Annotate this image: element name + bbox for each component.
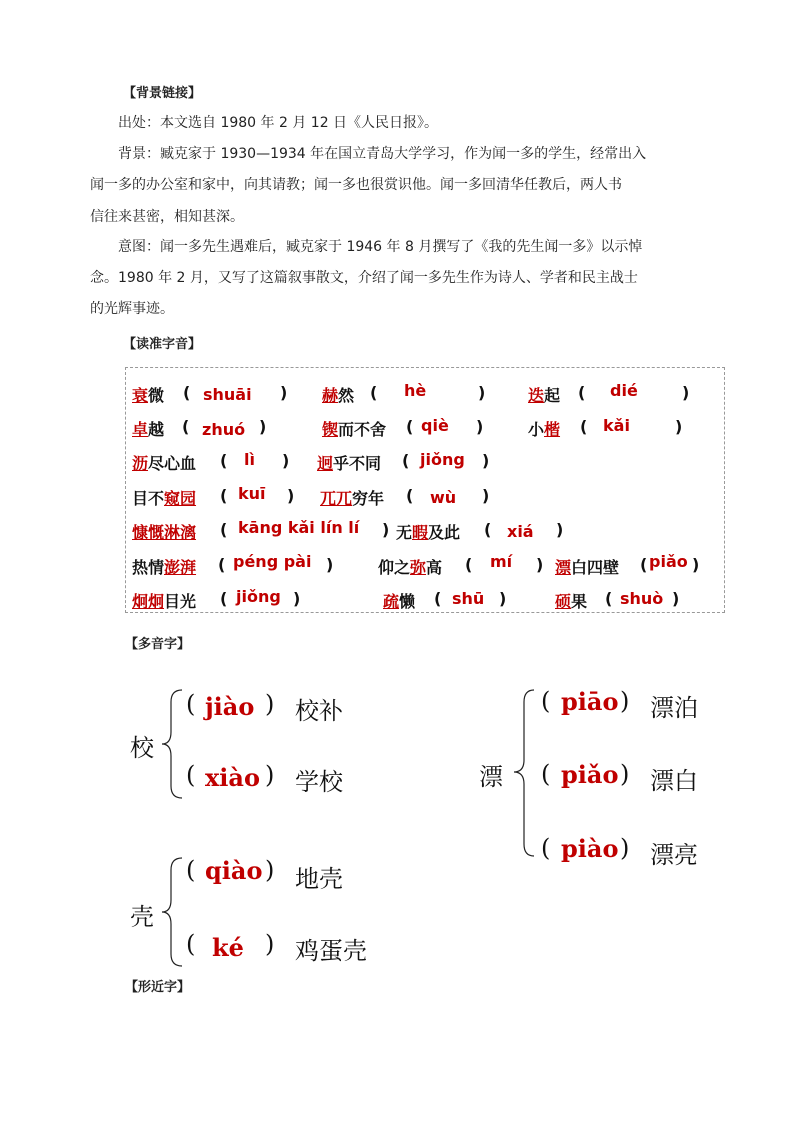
vocab-item: 迭起 — [528, 386, 561, 405]
paren: ) — [620, 760, 630, 788]
vocab-pinyin: xiá — [507, 522, 534, 541]
paren: ) — [672, 589, 680, 608]
poly-char-qiao: 壳 — [130, 903, 154, 931]
paren: ( — [406, 417, 414, 436]
paren: ) — [265, 690, 275, 718]
paren: ( — [220, 451, 228, 470]
vocab-pinyin: kāng kǎi lín lí — [238, 518, 360, 537]
paren: ( — [218, 555, 226, 574]
vocab-item: 疏懒 — [383, 592, 416, 611]
intent-line-1: 意图：闻一多先生遇难后，臧克家于 1946 年 8 月撰写了《我的先生闻一多》以示悼 — [118, 239, 643, 255]
vocab-pinyin: kuī — [238, 484, 266, 503]
vocab-pinyin: lì — [244, 450, 255, 469]
poly-pinyin: ké — [212, 933, 244, 962]
poly-word: 漂泊 — [650, 694, 698, 722]
paren: ) — [476, 417, 484, 436]
paren: ( — [402, 451, 410, 470]
vocab-item: 慷慨淋漓 — [132, 523, 197, 542]
paren: ) — [692, 555, 700, 574]
paren: ) — [280, 383, 288, 402]
vocab-item: 热情澎湃 — [132, 558, 197, 577]
paren: ( — [434, 589, 442, 608]
poly-word: 鸡蛋壳 — [295, 937, 367, 965]
paren: ) — [620, 834, 630, 862]
paren: ( — [541, 760, 551, 788]
paren: ) — [499, 589, 507, 608]
vocab-item: 无暇及此 — [396, 523, 461, 542]
paren: ) — [265, 856, 275, 884]
poly-word: 校补 — [295, 697, 343, 725]
paren: ) — [382, 520, 390, 539]
paren: ( — [406, 486, 414, 505]
intent-line-2: 念。1980 年 2 月，又写了这篇叙事散文，介绍了闻一多先生作为诗人、学者和民主战士 — [90, 270, 638, 286]
paren: ) — [265, 930, 275, 958]
vocab-item: 卓越 — [132, 420, 165, 439]
paren: ) — [482, 486, 490, 505]
paren: ) — [482, 451, 490, 470]
section-heading-polyphonic: 【多音字】 — [125, 637, 191, 652]
section-heading-reading: 【读准字音】 — [123, 337, 202, 352]
poly-word: 漂白 — [650, 767, 698, 795]
vocab-item: 兀兀穷年 — [320, 489, 385, 508]
paren: ) — [536, 555, 544, 574]
vocab-item: 迥乎不同 — [317, 454, 382, 473]
poly-char-piao: 漂 — [479, 763, 503, 791]
paren: ( — [370, 383, 378, 402]
poly-char-xiao: 校 — [130, 734, 154, 762]
background-line-1: 背景：臧克家于 1930—1934 年在国立青岛大学学习，作为闻一多的学生，经常出入 — [118, 146, 647, 162]
vocab-pinyin: kǎi — [603, 416, 630, 435]
vocab-item: 锲而不舍 — [322, 420, 387, 439]
vocab-pinyin: dié — [610, 381, 638, 400]
paren: ( — [182, 417, 190, 436]
source-line: 出处：本文选自 1980 年 2 月 12 日《人民日报》。 — [118, 115, 439, 131]
paren: ) — [682, 383, 690, 402]
paren: ( — [541, 834, 551, 862]
vocab-pinyin: hè — [404, 381, 427, 400]
vocab-pinyin: qiè — [421, 416, 449, 435]
vocab-pinyin: wù — [430, 488, 457, 507]
intent-line-3: 的光辉事迹。 — [90, 301, 174, 317]
paren: ( — [186, 761, 196, 789]
vocab-item: 仰之弥高 — [378, 558, 443, 577]
poly-pinyin: xiào — [205, 763, 260, 792]
vocab-pinyin: zhuó — [202, 420, 246, 439]
vocab-pinyin: jiǒng — [236, 587, 281, 606]
paren: ) — [293, 589, 301, 608]
paren: ) — [259, 417, 267, 436]
poly-pinyin: piào — [561, 834, 619, 863]
paren: ) — [675, 417, 683, 436]
paren: ( — [484, 520, 492, 539]
poly-pinyin: qiào — [205, 856, 263, 885]
vocab-item: 小楷 — [528, 420, 561, 439]
background-line-3: 信往来甚密，相知甚深。 — [90, 209, 244, 225]
paren: ) — [478, 383, 486, 402]
section-heading-background: 【背景链接】 — [123, 86, 202, 101]
paren: ( — [186, 930, 196, 958]
vocab-pinyin: mí — [490, 552, 513, 571]
paren: ( — [220, 486, 228, 505]
paren: ( — [186, 856, 196, 884]
paren: ) — [620, 687, 630, 715]
paren: ) — [287, 486, 295, 505]
paren: ) — [265, 761, 275, 789]
brace-icon — [160, 688, 186, 800]
vocab-pinyin: shuò — [620, 589, 664, 608]
vocab-item: 漂白四壁 — [555, 558, 620, 577]
poly-word: 学校 — [295, 768, 343, 796]
vocab-pinyin: shū — [452, 589, 485, 608]
section-heading-similar: 【形近字】 — [125, 980, 191, 995]
poly-word: 漂亮 — [650, 841, 698, 869]
vocab-pinyin: shuāi — [203, 385, 252, 404]
poly-word: 地壳 — [295, 865, 343, 893]
paren: ( — [541, 687, 551, 715]
vocab-pinyin: jiǒng — [420, 450, 465, 469]
vocab-item: 目不窥园 — [132, 489, 197, 508]
paren: ( — [578, 383, 586, 402]
vocab-item: 沥尽心血 — [132, 454, 197, 473]
paren: ) — [282, 451, 290, 470]
paren: ) — [556, 520, 564, 539]
paren: ( — [605, 589, 613, 608]
paren: ( — [220, 520, 228, 539]
paren: ( — [465, 555, 473, 574]
background-line-2: 闻一多的办公室和家中，向其请教；闻一多也很赏识他。闻一多回清华任教后，两人书 — [90, 177, 622, 193]
paren: ( — [640, 555, 648, 574]
vocab-item: 硕果 — [555, 592, 588, 611]
paren: ( — [186, 690, 196, 718]
poly-pinyin: piāo — [561, 687, 619, 716]
paren: ( — [220, 589, 228, 608]
poly-pinyin: jiào — [205, 692, 255, 721]
vocab-pinyin: piǎo — [649, 552, 688, 571]
vocab-pinyin: péng pài — [233, 552, 312, 571]
brace-icon — [160, 856, 186, 968]
paren: ( — [580, 417, 588, 436]
paren: ) — [326, 555, 334, 574]
paren: ( — [183, 383, 191, 402]
vocab-item: 赫然 — [322, 386, 355, 405]
vocab-item: 衰微 — [132, 386, 165, 405]
brace-icon — [512, 688, 538, 858]
vocab-item: 炯炯目光 — [132, 592, 197, 611]
poly-pinyin: piǎo — [561, 760, 619, 789]
